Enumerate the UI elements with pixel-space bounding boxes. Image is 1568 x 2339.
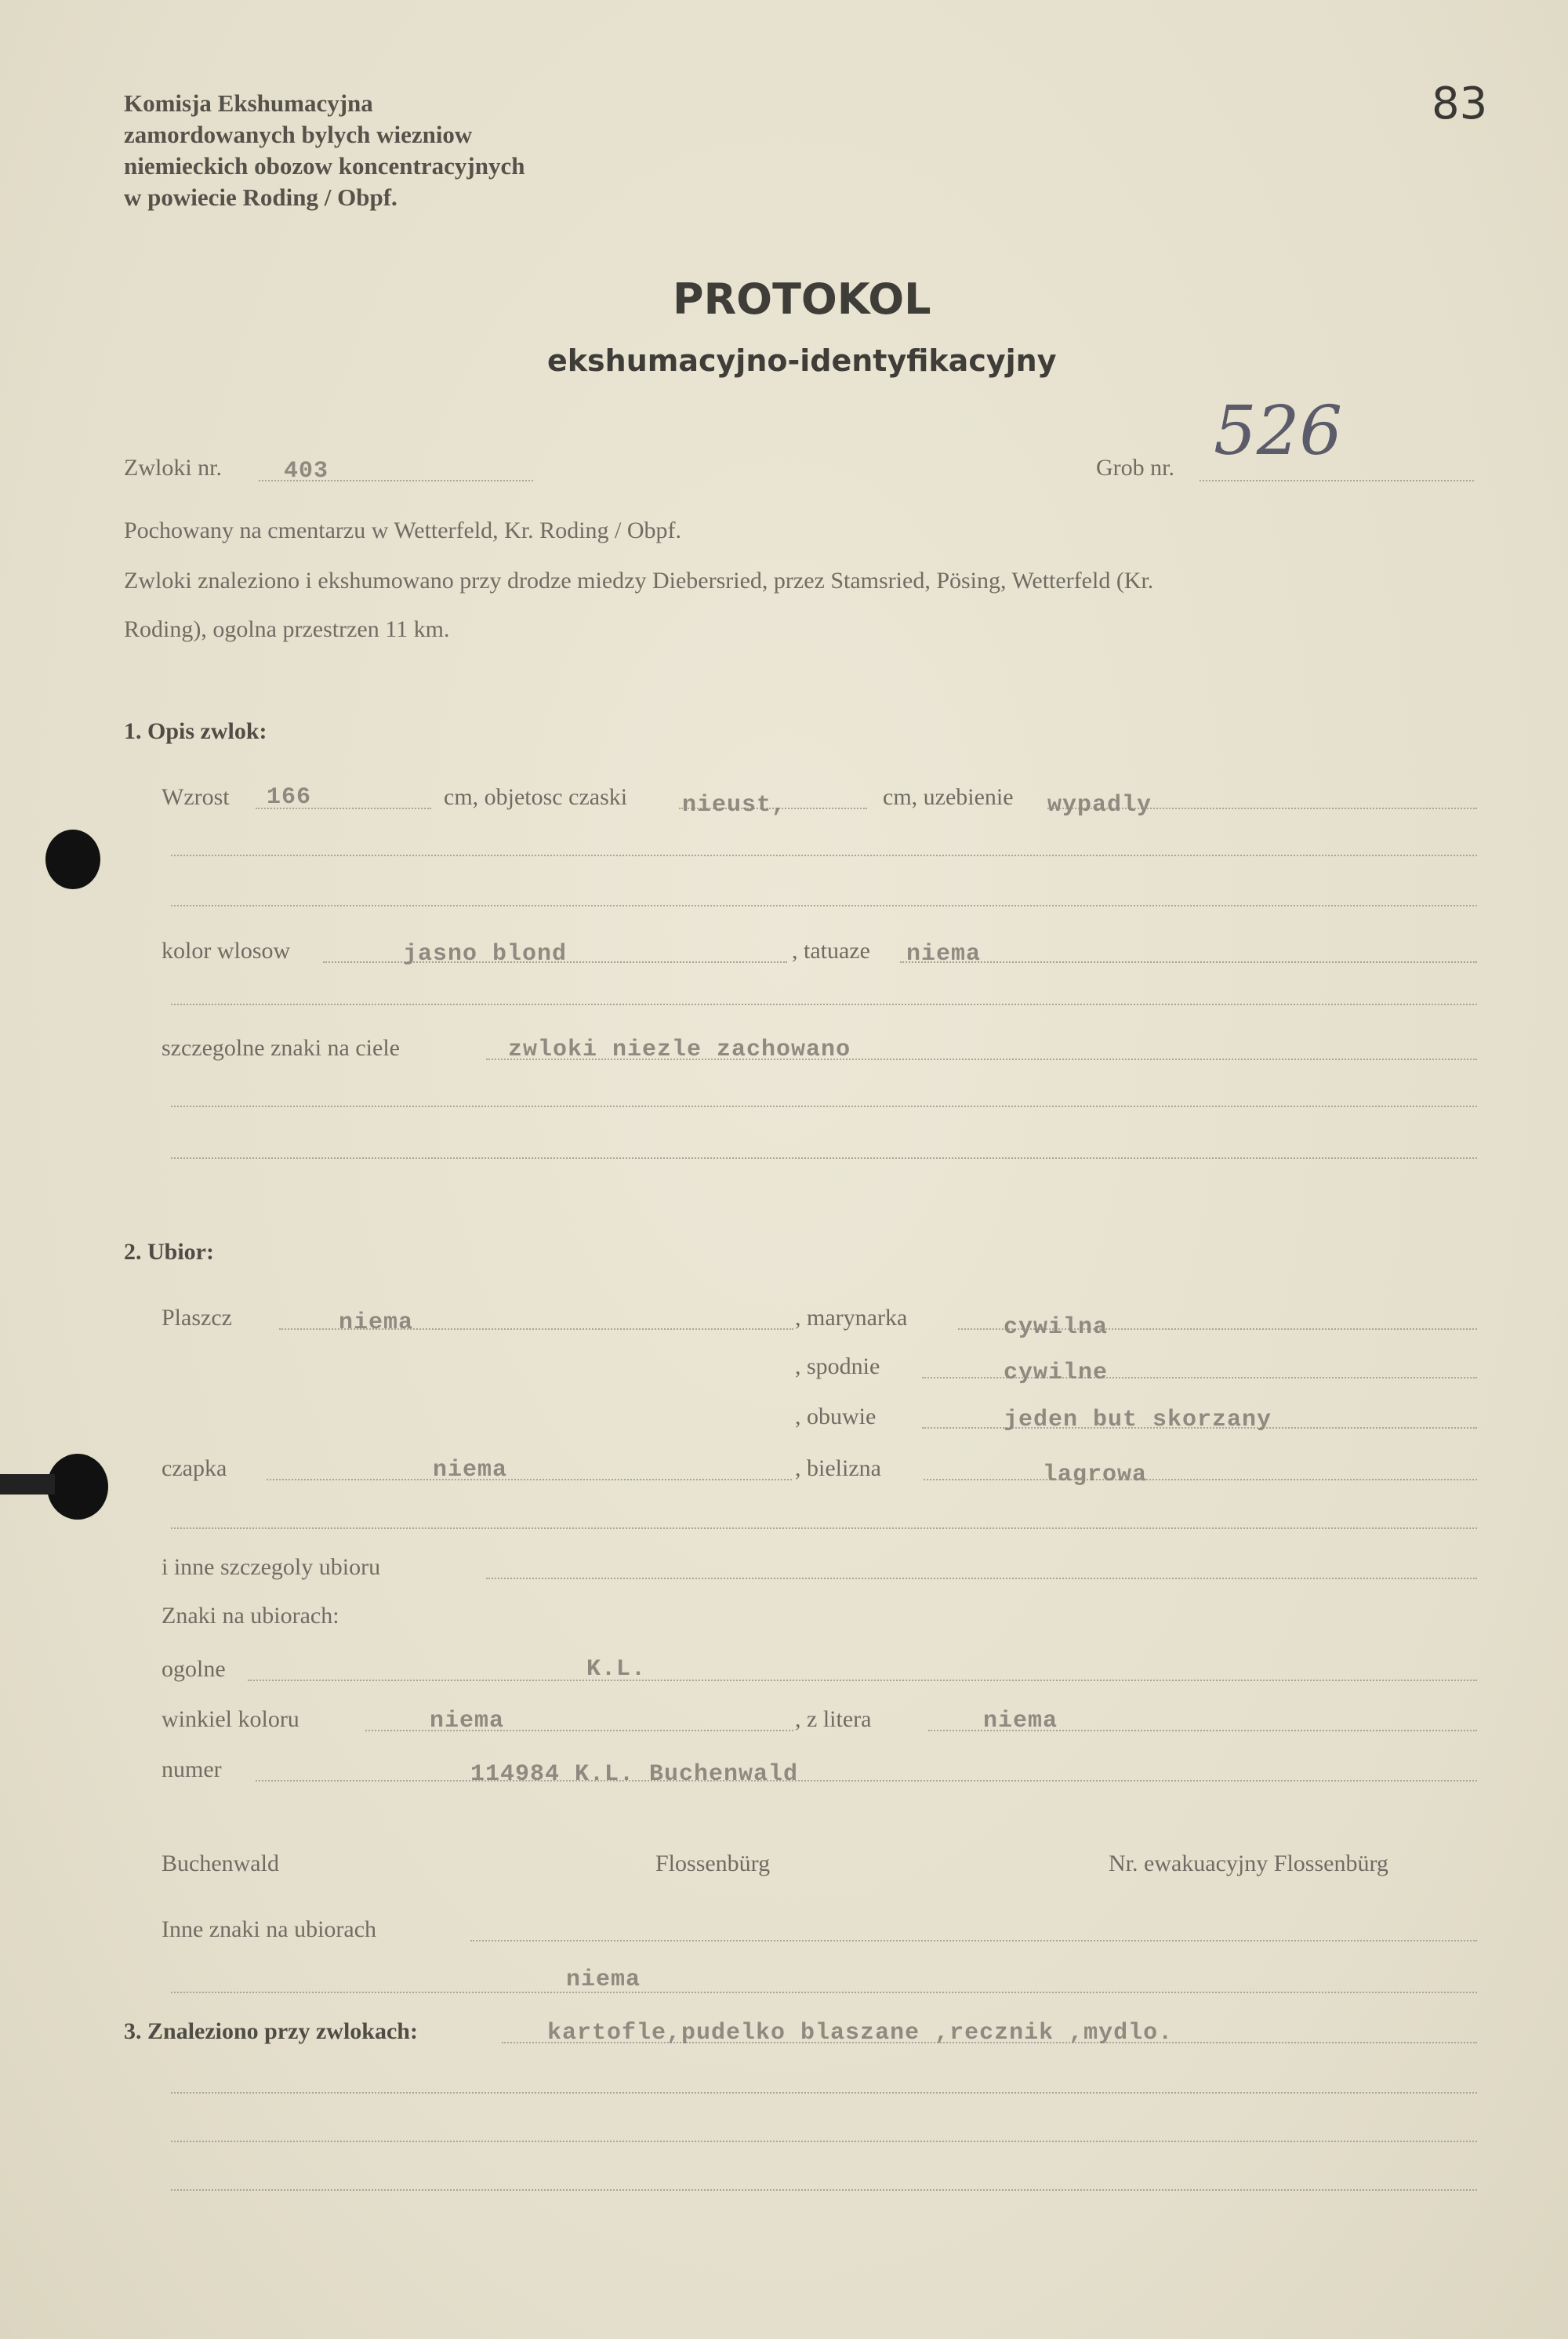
obuwie-value: jeden but skorzany	[1004, 1407, 1272, 1433]
bielizna-label: , bielizna	[795, 1455, 881, 1481]
uzebienie-value: wypadly	[1047, 792, 1152, 819]
inne-szczegoly-dotted-line	[486, 1578, 1477, 1579]
inne-znaki-dotted-line-2	[171, 1992, 1477, 1993]
wzrost-label: Wzrost	[162, 784, 230, 810]
czaska-label: cm, objetosc czaski	[444, 784, 628, 810]
kolor-value: jasno blond	[403, 941, 568, 968]
buchenwald-label: Buchenwald	[162, 1850, 279, 1876]
bielizna-dotted-line	[924, 1479, 1477, 1480]
winkiel-value: niema	[430, 1708, 505, 1734]
spodnie-value: cywilne	[1004, 1360, 1109, 1386]
kolor-dotted-line-2	[171, 1004, 1477, 1005]
inne-szczegoly-label: i inne szczegoly ubioru	[162, 1554, 381, 1580]
znaki-label: szczegolne znaki na ciele	[162, 1035, 400, 1061]
page-number: 83	[1432, 78, 1488, 129]
obuwie-label: , obuwie	[795, 1404, 877, 1429]
zwloki-value: 403	[284, 458, 329, 485]
plaszcz-value: niema	[339, 1309, 414, 1336]
znaleziono-dotted-line-3	[171, 2141, 1477, 2142]
section-3-heading: 3. Znaleziono przy zwlokach:	[124, 2018, 418, 2044]
header-line-2: zamordowanych bylych wiezniow	[124, 121, 473, 148]
document-title: PROTOKOL	[673, 274, 931, 324]
opis-dotted-line-3	[171, 905, 1477, 906]
numer-label: numer	[162, 1756, 222, 1782]
plaszcz-label: Plaszcz	[162, 1305, 232, 1331]
numer-value: 114984 K.L. Buchenwald	[470, 1761, 799, 1788]
kolor-label: kolor wlosow	[162, 938, 291, 964]
marynarka-label: , marynarka	[795, 1305, 908, 1331]
czapka-dotted-line	[267, 1479, 792, 1480]
binder-hole-bottom	[47, 1454, 108, 1520]
ogolne-value: K.L.	[586, 1656, 647, 1683]
bielizna-value: lagrowa	[1043, 1462, 1148, 1488]
section-1-heading: 1. Opis zwlok:	[124, 718, 267, 744]
burial-line-1: Pochowany na cmentarzu w Wetterfeld, Kr. Roding / Obpf.	[124, 518, 682, 543]
inne-znaki-label: Inne znaki na ubiorach	[162, 1916, 377, 1942]
tatuaze-dotted-line	[900, 961, 1477, 963]
burial-line-3: Roding), ogolna przestrzen 11 km.	[124, 616, 450, 642]
opis-dotted-line-2	[171, 855, 1477, 856]
litera-value: niema	[983, 1708, 1058, 1734]
czapka-value: niema	[433, 1457, 508, 1484]
header-line-4: w powiecie Roding / Obpf.	[124, 183, 397, 211]
inne-znaki-value: niema	[566, 1967, 641, 1993]
tatuaze-value: niema	[906, 941, 982, 968]
znaki-na-ubiorach-label: Znaki na ubiorach:	[162, 1603, 339, 1629]
litera-label: , z litera	[795, 1706, 872, 1732]
inne-znaki-dotted-line	[470, 1940, 1477, 1941]
binder-hole-top	[45, 830, 100, 889]
znaleziono-dotted-line-4	[171, 2189, 1477, 2191]
grob-label: Grob nr.	[1096, 455, 1174, 481]
marynarka-value: cywilna	[1004, 1314, 1109, 1341]
znaki-value: zwloki niezle zachowano	[508, 1037, 851, 1063]
znaki-dotted-line-3	[171, 1157, 1477, 1159]
spodnie-label: , spodnie	[795, 1353, 880, 1379]
header-line-3: niemieckich obozow koncentracyjnych	[124, 152, 525, 180]
commission-header	[124, 88, 524, 213]
ubior-dotted-line-2	[171, 1527, 1477, 1529]
flossenburg-label: Flossenbürg	[655, 1850, 771, 1876]
wzrost-value: 166	[267, 784, 312, 811]
grob-dotted-line	[1200, 480, 1474, 481]
ogolne-label: ogolne	[162, 1656, 226, 1682]
tatuaze-label: , tatuaze	[792, 938, 870, 964]
znaki-dotted-line-2	[171, 1106, 1477, 1107]
burial-line-2: Zwloki znaleziono i ekshumowano przy drodze miedzy Diebersried, przez Stamsried, Pösing, Wetterfeld (Kr.	[124, 568, 1154, 594]
header-line-1: Komisja Ekshumacyjna	[124, 89, 373, 117]
czaska-value: nieust,	[682, 792, 787, 819]
znaleziono-value: kartofle,pudelko blaszane ,recznik ,mydlo.	[547, 2020, 1174, 2047]
uzebienie-label: cm, uzebienie	[883, 784, 1014, 810]
zwloki-label: Zwloki nr.	[124, 455, 222, 481]
czapka-label: czapka	[162, 1455, 227, 1481]
document-subtitle: ekshumacyjno-identyfikacyjny	[547, 343, 1057, 378]
ewakuacyjny-label: Nr. ewakuacyjny Flossenbürg	[1109, 1850, 1388, 1876]
znaleziono-dotted-line-2	[171, 2092, 1477, 2094]
winkiel-label: winkiel koloru	[162, 1706, 299, 1732]
section-2-heading: 2. Ubior:	[124, 1239, 214, 1265]
grob-value-handwritten: 526	[1214, 392, 1343, 470]
binder-hole-bottom-edge	[0, 1474, 55, 1495]
numer-dotted-line	[256, 1780, 1477, 1781]
ogolne-dotted-line	[248, 1680, 1477, 1681]
